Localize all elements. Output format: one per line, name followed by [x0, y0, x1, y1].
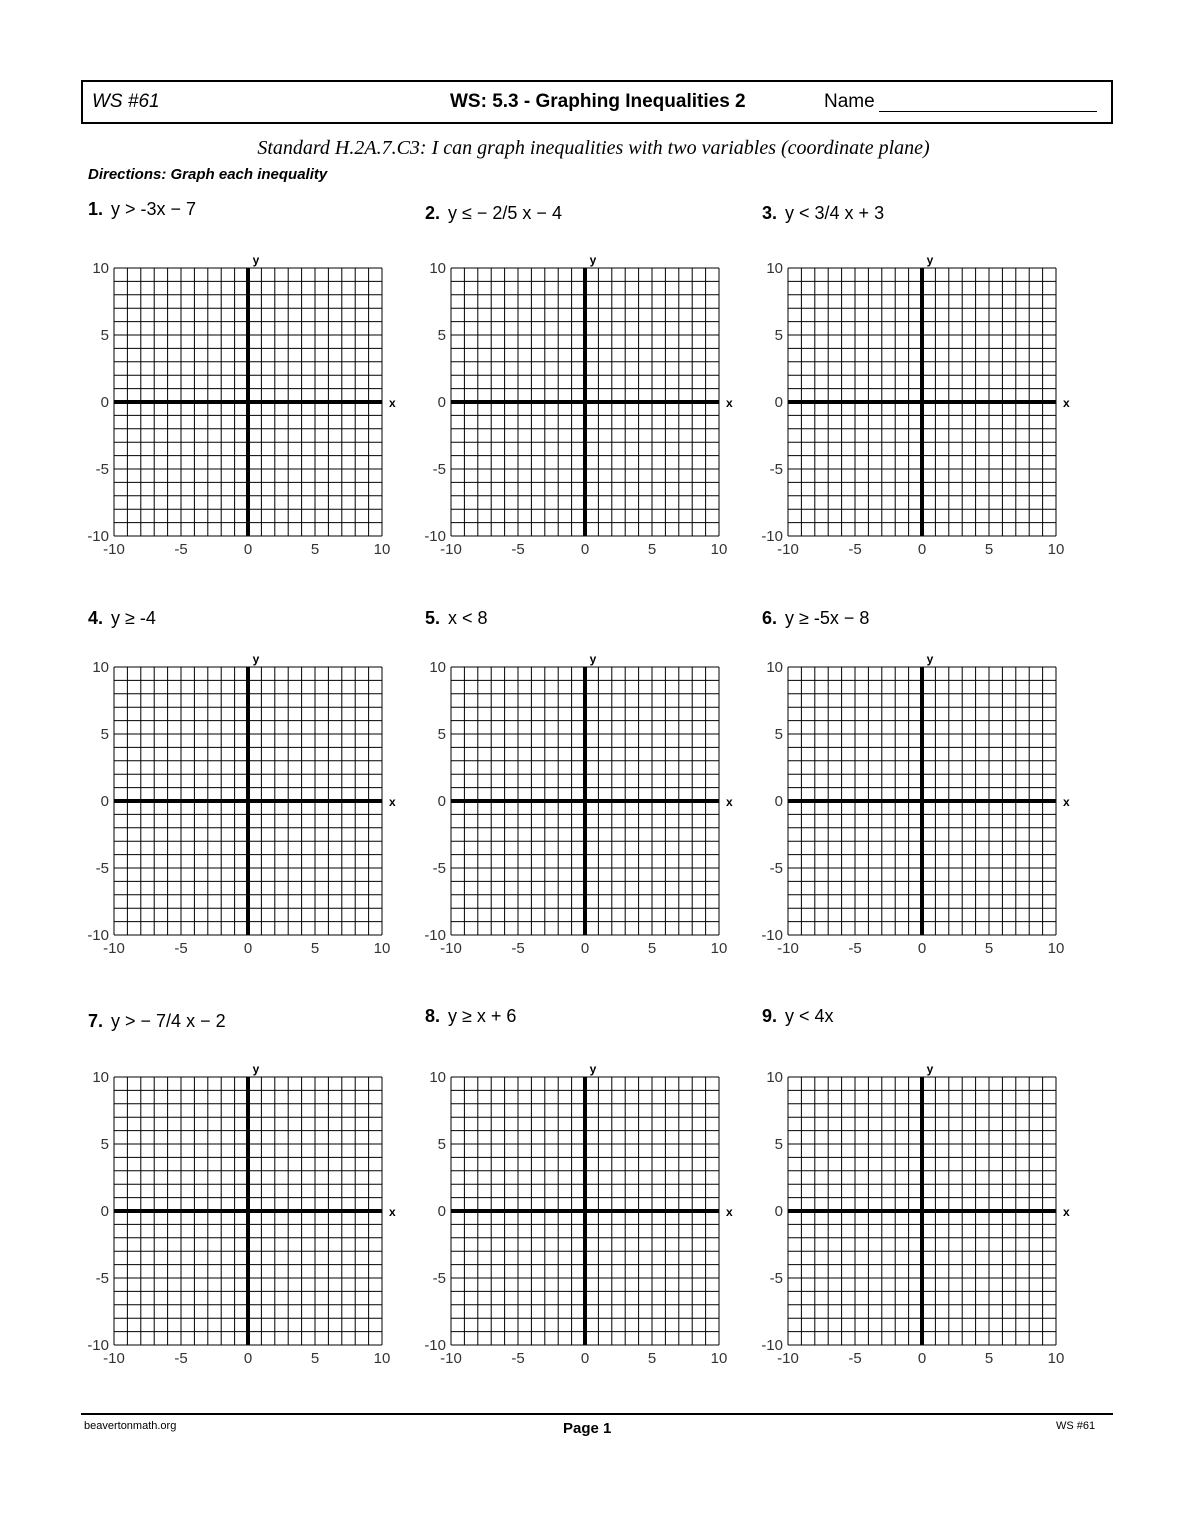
grid-svg [84, 1061, 404, 1371]
y-tick-label: 10 [766, 1069, 783, 1086]
page-number: Page 1 [563, 1420, 612, 1437]
y-tick-label: 5 [774, 1136, 783, 1153]
problem-inequality: y ≥ -4 [111, 608, 156, 628]
y-tick-label: -10 [424, 927, 446, 944]
y-tick-label: 5 [437, 327, 446, 344]
x-axis-label: x [389, 795, 396, 809]
x-tick-label: 5 [310, 1350, 320, 1367]
x-tick-label: 10 [710, 1350, 728, 1367]
y-tick-label: -5 [95, 1270, 109, 1287]
problem-label [425, 608, 488, 629]
x-tick-label: 10 [373, 940, 391, 957]
problem-number: 5. [425, 608, 441, 628]
grid-svg [84, 252, 404, 562]
x-tick-label: 10 [710, 541, 728, 558]
x-tick-label: 5 [984, 1350, 994, 1367]
grid-svg [421, 1061, 741, 1371]
y-tick-label: -10 [87, 1337, 109, 1354]
x-tick-label: 10 [710, 940, 728, 957]
x-tick-label: -10 [777, 541, 799, 558]
coordinate-grid[interactable] [758, 252, 1078, 562]
name-field[interactable] [879, 111, 1097, 112]
y-axis-label: y [589, 652, 597, 666]
problem-inequality: y > − 7/4 x − 2 [111, 1011, 226, 1031]
problem-label [762, 1006, 834, 1027]
y-tick-label: 5 [100, 327, 109, 344]
y-tick-label: -5 [769, 461, 783, 478]
x-tick-label: -10 [103, 541, 125, 558]
footer-website: beavertonmath.org [84, 1420, 177, 1432]
y-axis-label: y [252, 1062, 260, 1076]
y-tick-label: -10 [87, 927, 109, 944]
y-tick-label: -10 [761, 528, 783, 545]
problem-number: 9. [762, 1006, 778, 1026]
y-axis-label: y [252, 253, 260, 267]
problem-number: 4. [88, 608, 104, 628]
y-tick-label: 0 [774, 394, 783, 411]
y-tick-label: 0 [100, 793, 109, 810]
problem-inequality: y < 3/4 x + 3 [785, 203, 885, 223]
coordinate-grid[interactable] [84, 252, 404, 562]
grid-svg [421, 252, 741, 562]
standard-statement: Standard H.2A.7.C3: I can graph inequalities with two variables (coordinate plane) [257, 137, 930, 159]
problem-inequality: y ≥ -5x − 8 [785, 608, 870, 628]
x-tick-label: 0 [917, 541, 927, 558]
x-tick-label: -10 [440, 1350, 462, 1367]
y-tick-label: 0 [774, 1203, 783, 1220]
x-tick-label: -5 [848, 940, 862, 957]
coordinate-grid[interactable] [758, 651, 1078, 961]
x-tick-label: 0 [917, 1350, 927, 1367]
x-tick-label: 5 [647, 1350, 657, 1367]
y-tick-label: -10 [761, 927, 783, 944]
x-tick-label: 0 [243, 541, 253, 558]
y-tick-label: 10 [92, 1069, 109, 1086]
problem-number: 1. [88, 199, 104, 219]
problem-label [762, 203, 884, 224]
grid-svg [421, 651, 741, 961]
y-axis-label: y [926, 652, 934, 666]
grid-svg [758, 252, 1078, 562]
y-tick-label: 5 [774, 327, 783, 344]
y-axis-label: y [926, 253, 934, 267]
x-axis-label: x [726, 795, 733, 809]
x-tick-label: -5 [848, 1350, 862, 1367]
x-tick-label: -5 [174, 1350, 188, 1367]
y-tick-label: -5 [432, 1270, 446, 1287]
y-tick-label: -5 [95, 860, 109, 877]
problem-number: 6. [762, 608, 778, 628]
y-tick-label: 10 [766, 659, 783, 676]
footer-worksheet-id: WS #61 [1056, 1420, 1096, 1432]
x-tick-label: 10 [1047, 1350, 1065, 1367]
coordinate-grid[interactable] [84, 1061, 404, 1371]
x-axis-label: x [726, 396, 733, 410]
y-axis-label: y [926, 1062, 934, 1076]
x-tick-label: -5 [174, 940, 188, 957]
problem-number: 8. [425, 1006, 441, 1026]
x-tick-label: -10 [777, 940, 799, 957]
y-tick-label: 5 [774, 726, 783, 743]
coordinate-grid[interactable] [421, 1061, 741, 1371]
x-tick-label: -10 [440, 541, 462, 558]
worksheet-title: WS: 5.3 - Graphing Inequalities 2 [450, 91, 746, 112]
worksheet-id: WS #61 [92, 91, 160, 112]
name-label: Name [824, 91, 875, 112]
y-tick-label: 0 [100, 1203, 109, 1220]
problem-inequality: y ≤ − 2/5 x − 4 [448, 203, 562, 223]
x-tick-label: 0 [580, 541, 590, 558]
x-tick-label: 0 [243, 1350, 253, 1367]
grid-svg [84, 651, 404, 961]
y-tick-label: 10 [92, 659, 109, 676]
y-tick-label: 0 [774, 793, 783, 810]
x-tick-label: 10 [1047, 541, 1065, 558]
problem-inequality: y > -3x − 7 [111, 199, 197, 219]
grid-svg [758, 1061, 1078, 1371]
x-axis-label: x [1063, 1205, 1070, 1219]
x-tick-label: -5 [511, 940, 525, 957]
x-tick-label: 10 [1047, 940, 1065, 957]
coordinate-grid[interactable] [758, 1061, 1078, 1371]
y-tick-label: -5 [432, 461, 446, 478]
x-axis-label: x [389, 1205, 396, 1219]
x-axis-label: x [726, 1205, 733, 1219]
x-tick-label: -5 [174, 541, 188, 558]
y-tick-label: -5 [95, 461, 109, 478]
y-tick-label: 0 [437, 1203, 446, 1220]
x-tick-label: -5 [511, 541, 525, 558]
problem-inequality: y < 4x [785, 1006, 834, 1026]
y-tick-label: 5 [100, 726, 109, 743]
x-tick-label: -10 [440, 940, 462, 957]
x-axis-label: x [1063, 795, 1070, 809]
coordinate-grid[interactable] [421, 651, 741, 961]
x-tick-label: 10 [373, 1350, 391, 1367]
x-axis-label: x [1063, 396, 1070, 410]
x-tick-label: 0 [917, 940, 927, 957]
x-tick-label: 0 [580, 940, 590, 957]
x-tick-label: 5 [647, 940, 657, 957]
x-tick-label: -10 [103, 1350, 125, 1367]
y-tick-label: 5 [437, 726, 446, 743]
y-tick-label: -10 [761, 1337, 783, 1354]
directions: Directions: Graph each inequality [88, 166, 328, 183]
x-tick-label: 0 [580, 1350, 590, 1367]
problem-inequality: y ≥ x + 6 [448, 1006, 517, 1026]
problem-label [88, 1011, 226, 1032]
y-tick-label: 0 [100, 394, 109, 411]
problem-number: 3. [762, 203, 778, 223]
y-tick-label: 10 [92, 260, 109, 277]
x-tick-label: -5 [848, 541, 862, 558]
problem-label [425, 203, 562, 224]
y-tick-label: -10 [87, 528, 109, 545]
y-tick-label: 5 [100, 1136, 109, 1153]
x-axis-label: x [389, 396, 396, 410]
y-tick-label: 10 [766, 260, 783, 277]
y-tick-label: 10 [429, 659, 446, 676]
y-tick-label: 10 [429, 260, 446, 277]
grid-svg [758, 651, 1078, 961]
y-tick-label: -10 [424, 528, 446, 545]
y-tick-label: 0 [437, 394, 446, 411]
problem-label [88, 199, 196, 220]
y-tick-label: 10 [429, 1069, 446, 1086]
y-axis-label: y [589, 1062, 597, 1076]
y-tick-label: 0 [437, 793, 446, 810]
coordinate-grid[interactable] [84, 651, 404, 961]
x-tick-label: 10 [373, 541, 391, 558]
x-tick-label: 5 [984, 541, 994, 558]
x-tick-label: -5 [511, 1350, 525, 1367]
problem-number: 2. [425, 203, 441, 223]
y-tick-label: -10 [424, 1337, 446, 1354]
problem-label [425, 1006, 516, 1027]
y-tick-label: -5 [769, 860, 783, 877]
x-tick-label: 5 [310, 940, 320, 957]
problem-label [88, 608, 156, 629]
y-tick-label: -5 [769, 1270, 783, 1287]
x-tick-label: 5 [310, 541, 320, 558]
x-tick-label: -10 [777, 1350, 799, 1367]
y-tick-label: 5 [437, 1136, 446, 1153]
problem-number: 7. [88, 1011, 104, 1031]
y-axis-label: y [589, 253, 597, 267]
header-box [81, 80, 1113, 124]
x-tick-label: 0 [243, 940, 253, 957]
footer-rule [81, 1413, 1113, 1415]
y-axis-label: y [252, 652, 260, 666]
problem-inequality: x < 8 [448, 608, 488, 628]
y-tick-label: -5 [432, 860, 446, 877]
x-tick-label: 5 [647, 541, 657, 558]
coordinate-grid[interactable] [421, 252, 741, 562]
x-tick-label: 5 [984, 940, 994, 957]
problem-label [762, 608, 869, 629]
x-tick-label: -10 [103, 940, 125, 957]
